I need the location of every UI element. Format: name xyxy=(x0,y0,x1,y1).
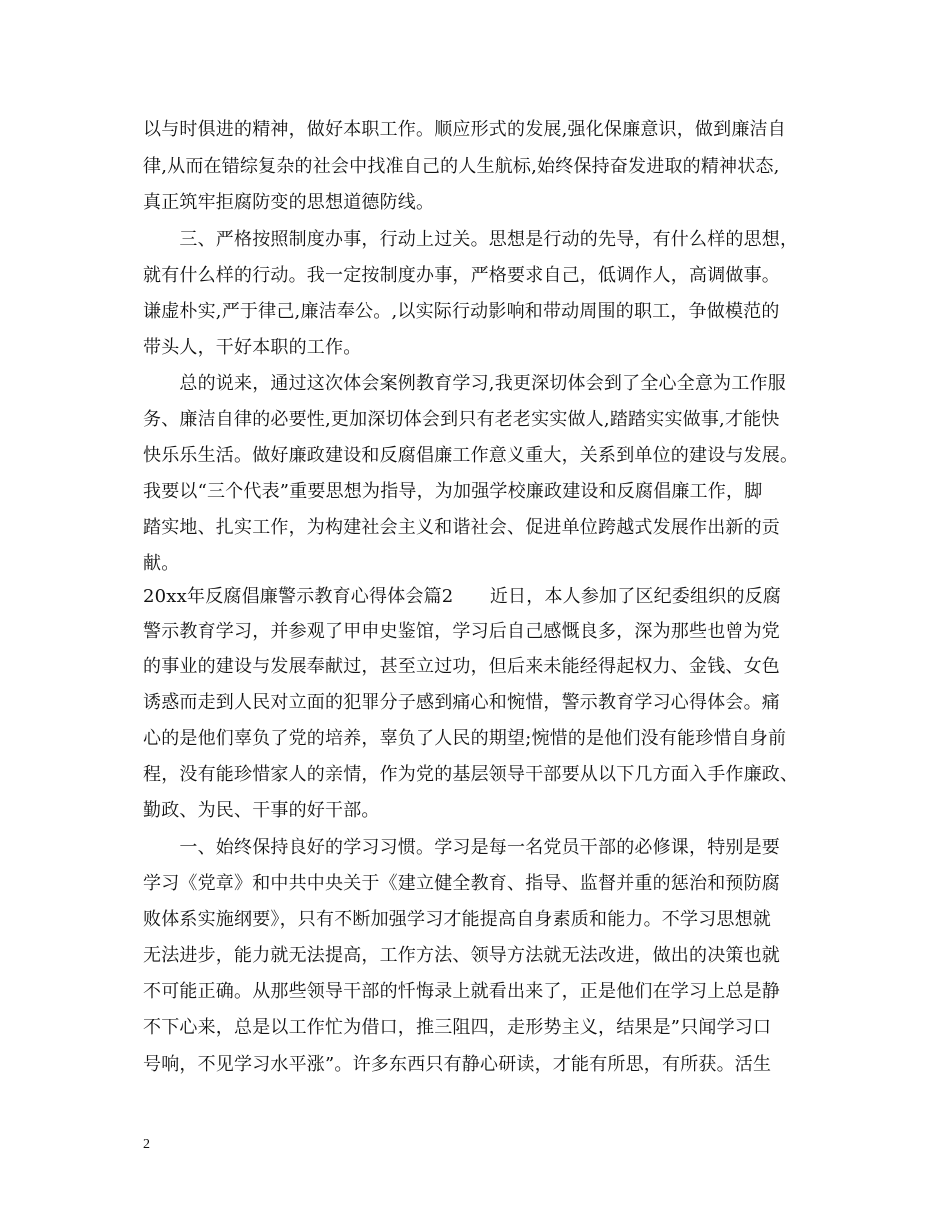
body-line: 无法进步，能力就无法提高，工作方法、领导方法就无法改进，做出的决策也就 xyxy=(143,945,780,966)
body-line: 带头人，干好本职的工作。 xyxy=(143,337,362,358)
body-line: 总的说来，通过这次体会案例教育学习,我更深切体会到了全心全意为工作服 xyxy=(143,373,786,394)
page-number: 2 xyxy=(143,1137,150,1152)
body-line: 勤政、为民、干事的好干部。 xyxy=(143,800,380,821)
body-line: 就有什么样的行动。我一定按制度办事，严格要求自己，低调作人，高调做事。 xyxy=(143,265,780,286)
body-line: 的事业的建设与发展奉献过，甚至立过功，但后来未能经得起权力、金钱、女色 xyxy=(143,656,780,677)
body-line: 不可能正确。从那些领导干部的忏悔录上就看出来了，正是他们在学习上总是静 xyxy=(143,981,780,1002)
body-line: 律,从而在错综复杂的社会中找准自己的人生航标,始终保持奋发进取的精神状态, xyxy=(143,156,780,177)
body-line: 快乐乐生活。做好廉政建设和反腐倡廉工作意义重大，关系到单位的建设与发展。 xyxy=(143,445,799,466)
body-line: 号响，不见学习水平涨”。许多东西只有静心研读，才能有所思，有所获。活生 xyxy=(143,1054,772,1075)
body-line: 败体系实施纲要》，只有不断加强学习才能提高自身素质和能力。不学习思想就 xyxy=(143,909,771,930)
body-line: 谦虚朴实,严于律己,廉洁奉公。,以实际行动影响和带动周围的职工，争做模范的 xyxy=(143,301,780,322)
section-heading-line: 20xx年反腐倡廉警示教育心得体会篇2 近日，本人参加了区纪委组织的反腐 xyxy=(143,586,782,607)
body-line: 以与时俱进的精神，做好本职工作。顺应形式的发展,强化保廉意识，做到廉洁自 xyxy=(143,119,786,140)
body-line: 心的是他们辜负了党的培养，辜负了人民的期望;惋惜的是他们没有能珍惜自身前 xyxy=(143,728,787,749)
body-line: 三、严格按照制度办事，行动上过关。思想是行动的先导，有什么样的思想， xyxy=(143,229,799,250)
body-line: 我要以“三个代表”重要思想为指导，为加强学校廉政建设和反腐倡廉工作，脚 xyxy=(143,481,763,502)
body-line: 不下心来，总是以工作忙为借口，推三阻四，走形势主义，结果是”只闻学习口 xyxy=(143,1017,772,1038)
body-line: 警示教育学习，并参观了甲申史鉴馆，学习后自己感慨良多，深为那些也曾为党 xyxy=(143,621,780,642)
body-line: 真正筑牢拒腐防变的思想道德防线。 xyxy=(143,192,435,213)
body-line: 踏实地、扎实工作，为构建社会主义和谐社会、促进单位跨越式发展作出新的贡 xyxy=(143,517,780,538)
body-line: 学习《党章》和中共中央关于《建立健全教育、指导、监督并重的惩治和预防腐 xyxy=(143,873,780,894)
body-line: 献。 xyxy=(143,553,180,574)
body-line: 一、始终保持良好的学习习惯。学习是每一名党员干部的必修课，特别是要 xyxy=(143,837,780,858)
body-line: 诱惑而走到人民对立面的犯罪分子感到痛心和惋惜，警示教育学习心得体会。痛 xyxy=(143,692,780,713)
body-line: 程，没有能珍惜家人的亲情，作为党的基层领导干部要从以下几方面入手作廉政、 xyxy=(143,764,799,785)
body-line: 务、廉洁自律的必要性,更加深切体会到只有老老实实做人,踏踏实实做事,才能快 xyxy=(143,409,780,430)
